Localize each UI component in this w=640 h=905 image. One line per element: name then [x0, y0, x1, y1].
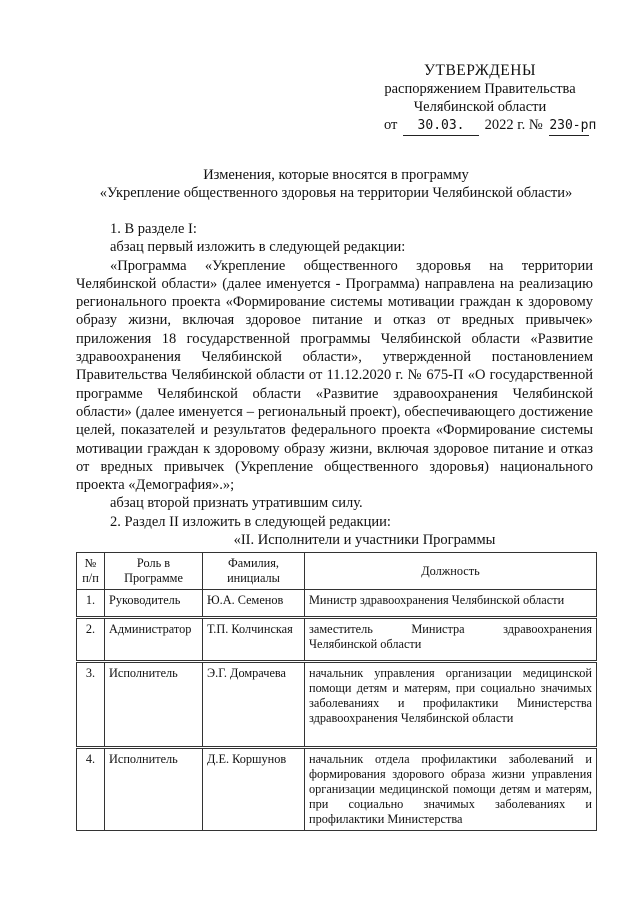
paragraph-3: «Программа «Укрепление общественного здоровья на территории Челябинской области» (далее именуется - Программа) направлена на реализацию регионального проекта «Формирование системы мотивации граждан к здоровому образу жизни, включая здоровое питание и отказ от вредных привычек» приложения 18 государственной программы Челябинской области «Развитие здравоохранения Челябинской области», утвержденной постановлением Правительства Челябинской области от 11.12.2020 г. № 675-П «О государственной программе Челябинской области «Развитие здравоохранения Челябинской области» (далее именуется – региональный проект), обеспечивающего достижение целей, показателей и результатов федерального проекта «Формирование системы мотивации граждан к здоровому образу жизни, включая здоровое питание и отказ от вредных привычек (Укрепление общественного здоровья) национального проекта «Демография».»;: [76, 257, 593, 494]
table-row: [77, 662, 597, 748]
paragraph-1: 1. В разделе I:: [110, 221, 197, 237]
header-number: № п/п: [77, 553, 105, 590]
heading-line-2: «Укрепление общественного здоровья на территории Челябинской области»: [99, 185, 573, 201]
table-row: [77, 590, 597, 618]
document-body: [76, 220, 593, 549]
cell-role: Руководитель: [105, 590, 203, 618]
cell-position: начальник управления организации медицинской помощи детям и матерям, при социально значимых заболеваниях и профилактики Министерства здравоохранения Челябинской области: [305, 662, 597, 748]
approval-line-1: распоряжением Правительства: [384, 81, 576, 97]
document-heading: [76, 166, 596, 202]
handwritten-date: 30.03.: [403, 117, 479, 136]
cell-number: 3.: [77, 662, 105, 748]
cell-position: Министр здравоохранения Челябинской области: [305, 590, 597, 618]
cell-name: Ю.А. Семенов: [203, 590, 305, 618]
cell-position: начальник отдела профилактики заболеваний и формирования здорового образа жизни управления организации медицинской помощи детям и матерям, при социально значимых заболеваниях и профилактики Министерства: [305, 748, 597, 831]
table-row: [77, 748, 597, 831]
header-role: Роль в Программе: [105, 553, 203, 590]
year-text: 2022 г. №: [484, 117, 543, 133]
table-row: [77, 618, 597, 662]
handwritten-number: 230-рп: [549, 117, 589, 136]
cell-name: Д.Е. Коршунов: [203, 748, 305, 831]
paragraph-2: абзац первый изложить в следующей редакции:: [110, 239, 406, 256]
cell-role: Администратор: [105, 618, 203, 662]
approval-line-2: Челябинской области: [413, 99, 547, 115]
date-prefix: от: [384, 117, 398, 133]
cell-number: 1.: [77, 590, 105, 618]
paragraph-4: абзац второй признать утратившим силу.: [110, 495, 363, 512]
heading-line-1: Изменения, которые вносятся в программу: [203, 167, 469, 183]
table-header-row: [77, 553, 597, 590]
cell-number: 4.: [77, 748, 105, 831]
table-caption: «II. Исполнители и участники Программы: [233, 532, 496, 549]
cell-number: 2.: [77, 618, 105, 662]
header-position: Должность: [305, 553, 597, 590]
approval-date-line: [360, 116, 600, 136]
cell-role: Исполнитель: [105, 662, 203, 748]
cell-role: Исполнитель: [105, 748, 203, 831]
paragraph-5: 2. Раздел II изложить в следующей редакции:: [110, 513, 391, 530]
cell-position: заместитель Министра здравоохранения Челябинской области: [305, 618, 597, 662]
cell-name: Т.П. Колчинская: [203, 618, 305, 662]
approval-stamp: [360, 62, 600, 136]
executors-table: [76, 552, 597, 831]
header-name: Фамилия, инициалы: [203, 553, 305, 590]
approval-title: УТВЕРЖДЕНЫ: [424, 62, 536, 79]
cell-name: Э.Г. Домрачева: [203, 662, 305, 748]
